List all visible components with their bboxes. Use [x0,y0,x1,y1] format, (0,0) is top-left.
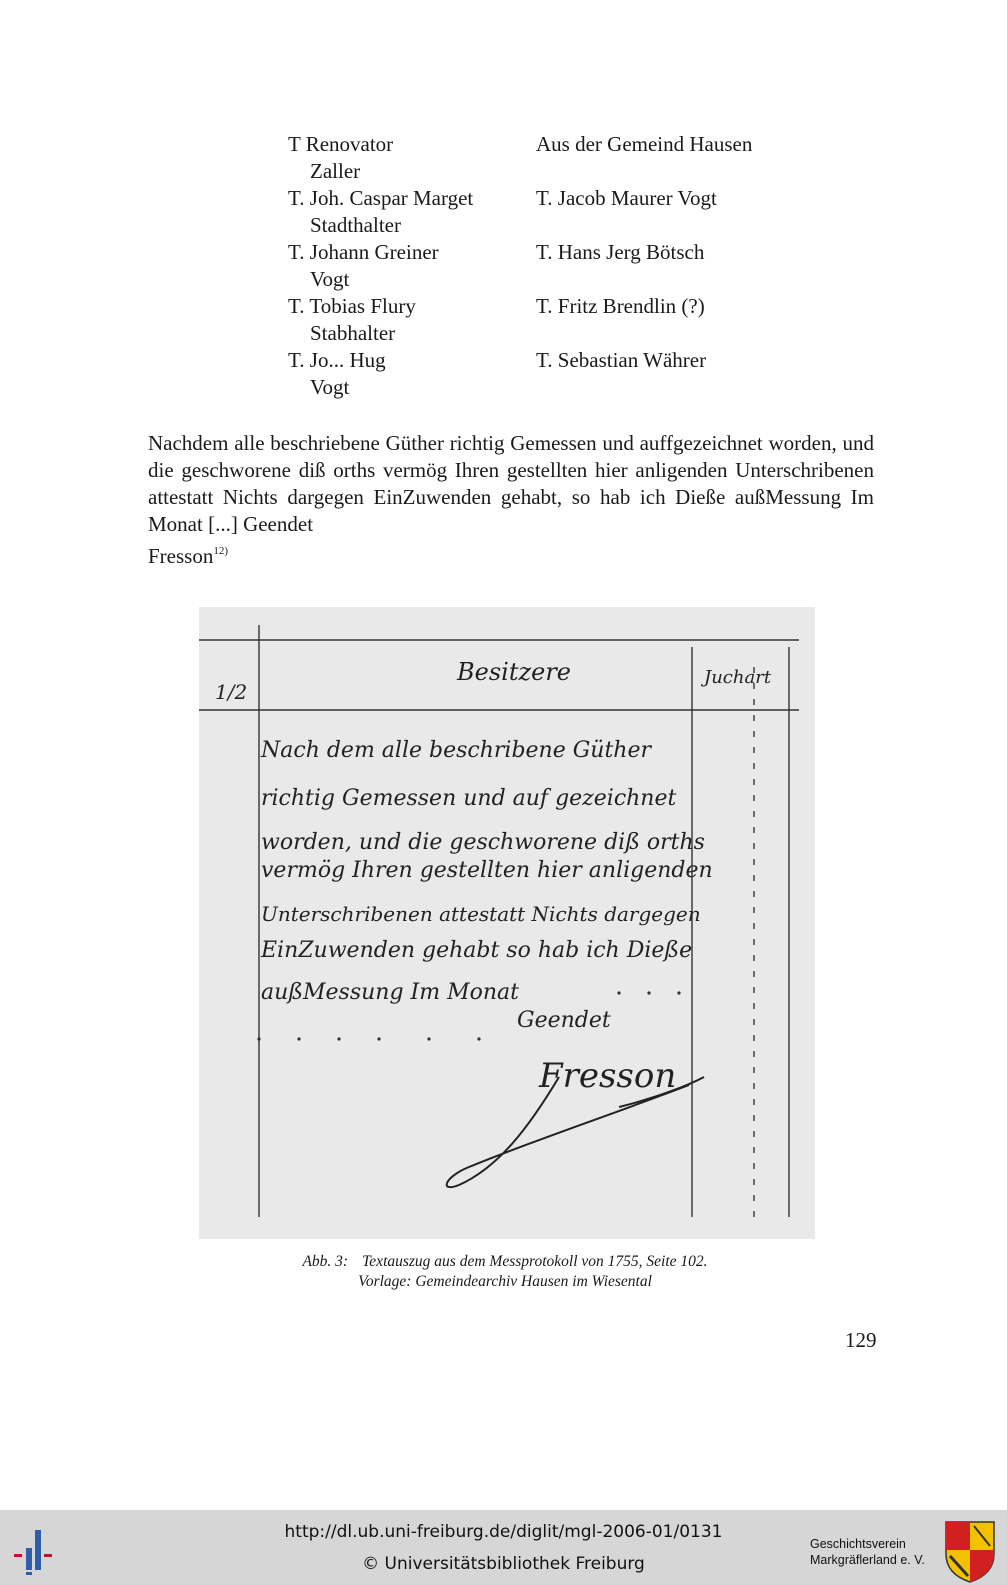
caption-line-2: Vorlage: Gemeindearchiv Hausen im Wiesental [358,1273,652,1290]
handwriting-line: vermög Ihren gestellten hier anligenden [261,858,713,883]
signatory-role: Stabhalter [310,321,396,345]
signatory-right: Aus der Gemeind Hausen [536,132,753,156]
signatory-name: T Renovator [288,132,394,156]
permalink[interactable]: http://dl.ub.uni-freiburg.de/diglit/mgl-2006-01/0131 [284,1522,723,1542]
body-paragraph: Nachdem alle beschriebene Güther richtig Gemessen und auffgezeichnet worden, und die geschworene diß orths vermög Ihren gestellten hier anligenden Unterschribenen attestatt Nichts dargegen EinZuwenden gehabt, so hab ich Dieße außMessung Im Monat [...] Geendet [148,431,874,536]
signatory-name: T. Joh. Caspar Marget [288,186,474,210]
library-footer [0,1510,1007,1585]
handwriting-line: worden, und die geschworene diß orths [261,830,705,855]
signatory-name: T. Johann Greiner [288,240,439,264]
signature-row [288,293,788,347]
society-name: Geschichtsverein Markgräflerland e. V. [810,1537,925,1567]
signatory-role: Vogt [310,267,350,291]
handwriting-line: Unterschribenen attestatt Nichts dargegen [261,902,701,926]
handwritten-signature: Fresson [539,1056,677,1096]
signature-row [288,239,788,293]
margin-mark: 1/2 [215,680,248,704]
caption-line-1: Textauszug aus dem Messprotokoll von 1755, Seite 102. [362,1253,708,1270]
copyright-notice: © Universitätsbibliothek Freiburg [362,1554,645,1574]
page-number: 129 [845,1328,877,1352]
caption-label: Abb. 3: [302,1253,349,1270]
handwriting-line: richtig Gemessen und auf gezeichnet [261,786,677,811]
signature-row [288,131,788,185]
manuscript-figure [199,607,815,1239]
signatory-name: T. Tobias Flury [288,294,416,318]
signature-row [288,347,788,401]
coat-of-arms-icon [944,1520,996,1584]
signatory-role: Stadthalter [310,213,401,237]
signature-row [288,185,788,239]
column-header-owner: Besitzere [457,658,571,686]
handwriting-line: Nach dem alle beschribene Güther [261,738,652,763]
signatory-role: Zaller [310,159,361,183]
signatory-right: T. Fritz Brendlin (?) [536,294,705,318]
footnote-marker: 12) [213,545,229,557]
handwriting-line: Geendet [517,1008,611,1033]
manuscript-image [199,607,815,1239]
signatory-name: T. Jo... Hug [288,348,386,372]
signatory-right: T. Jacob Maurer Vogt [536,186,717,210]
handwriting-line: außMessung Im Monat [261,980,519,1005]
figure-caption [200,1252,810,1292]
signatory-role: Vogt [310,375,350,399]
signatory-right: T. Sebastian Währer [536,348,707,372]
signature-list [288,131,788,401]
handwriting-line: EinZuwenden gehabt so hab ich Dieße [261,938,693,963]
column-header-juchart: Juchart [704,667,772,688]
signatory-right: T. Hans Jerg Bötsch [536,240,705,264]
signer-name: Fresson$^{12)}$ [148,544,229,568]
